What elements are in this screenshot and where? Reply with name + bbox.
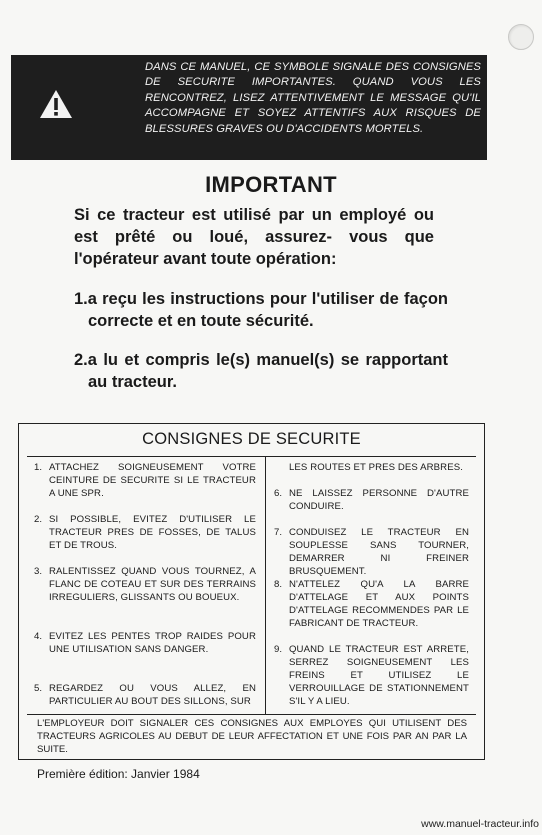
binder-hole bbox=[508, 24, 534, 50]
safety-rule: 7. CONDUISEZ LE TRACTEUR EN SOUPLESSE SANS TOURNER, DEMARRER NI FREINER BRUSQUEMENT. bbox=[274, 527, 469, 577]
website-watermark: www.manuel-tracteur.info bbox=[421, 818, 539, 830]
safety-rule: 1. ATTACHEZ SOIGNEUSEMENT VOTRE CEINTURE DE SECURITE SI LE TRACTEUR A UNE SPR. bbox=[34, 462, 256, 499]
edition-date: Première édition: Janvier 1984 bbox=[37, 767, 200, 781]
important-intro: Si ce tracteur est utilisé par un employé ou est prêté ou loué, assurez- vous que l'opérateur avant toute opération: bbox=[74, 206, 434, 268]
safety-title: CONSIGNES DE SECURITE bbox=[142, 430, 361, 448]
important-heading: IMPORTANT bbox=[205, 172, 337, 197]
employer-note: L'EMPLOYEUR DOIT SIGNALER CES CONSIGNES AUX EMPLOYES QUI UTILISENT DES TRACTEURS AGRICOLES AU DEBUT DE LEUR AFFECTATION ET UNE FOIS PAR AN PAR LA SUITE. bbox=[37, 718, 467, 755]
warning-text: DANS CE MANUEL, CE SYMBOLE SIGNALE DES CONSIGNES DE SECURITE IMPORTANTES. QUAND VOUS LES RENCONTREZ, LISEZ ATTENTIVEMENT LE MESSAGE QU'IL ACCOMPAGNE ET SOYEZ ATTENTIFS AUX RISQUES DE BLESSURES GRAVES OU D'ACCIDENTS MORTELS. bbox=[145, 61, 481, 135]
safety-rule: 8. N'ATTELEZ QU'A LA BARRE D'ATTELAGE ET AUX POINTS D'ATTELAGE RECOMMENDES PAR LE FABRICANT DE TRACTEUR. bbox=[274, 579, 469, 629]
safety-rule: 9. QUAND LE TRACTEUR EST ARRETE, SERREZ SOIGNEUSEMENT LES FREINS ET UTILISEZ LE VERROUILLAGE DE STATIONNEMENT S'IL Y A LIEU. bbox=[274, 644, 469, 707]
warning-triangle-icon bbox=[39, 89, 73, 119]
safety-rule: 6. NE LAISSEZ PERSONNE D'AUTRE CONDUIRE. bbox=[274, 488, 469, 512]
important-item: 1.a reçu les instructions pour l'utiliser de façon correcte et en toute sécurité. bbox=[74, 290, 448, 330]
important-item: 2.a lu et compris le(s) manuel(s) se rapportant au tracteur. bbox=[74, 351, 448, 391]
safety-box bbox=[18, 423, 485, 760]
safety-rules-table bbox=[27, 456, 476, 715]
safety-rule-continued: LES ROUTES ET PRES DES ARBRES. bbox=[289, 462, 463, 473]
safety-rule: 3. RALENTISSEZ QUAND VOUS TOURNEZ, A FLANC DE COTEAU ET SUR DES TERRAINS IRREGULIERS, GLISSANTS OU BOUEUX. bbox=[34, 566, 256, 603]
warning-banner bbox=[11, 55, 487, 160]
safety-rule: 5. REGARDEZ OU VOUS ALLEZ, EN PARTICULIER AU BOUT DES SILLONS, SUR bbox=[34, 683, 256, 707]
safety-rule: 4. EVITEZ LES PENTES TROP RAIDES POUR UNE UTILISATION SANS DANGER. bbox=[34, 631, 256, 655]
safety-rule: 2. SI POSSIBLE, EVITEZ D'UTILISER LE TRACTEUR PRES DE FOSSES, DE TALUS ET DE TROUS. bbox=[34, 514, 256, 551]
column-divider bbox=[265, 457, 266, 714]
